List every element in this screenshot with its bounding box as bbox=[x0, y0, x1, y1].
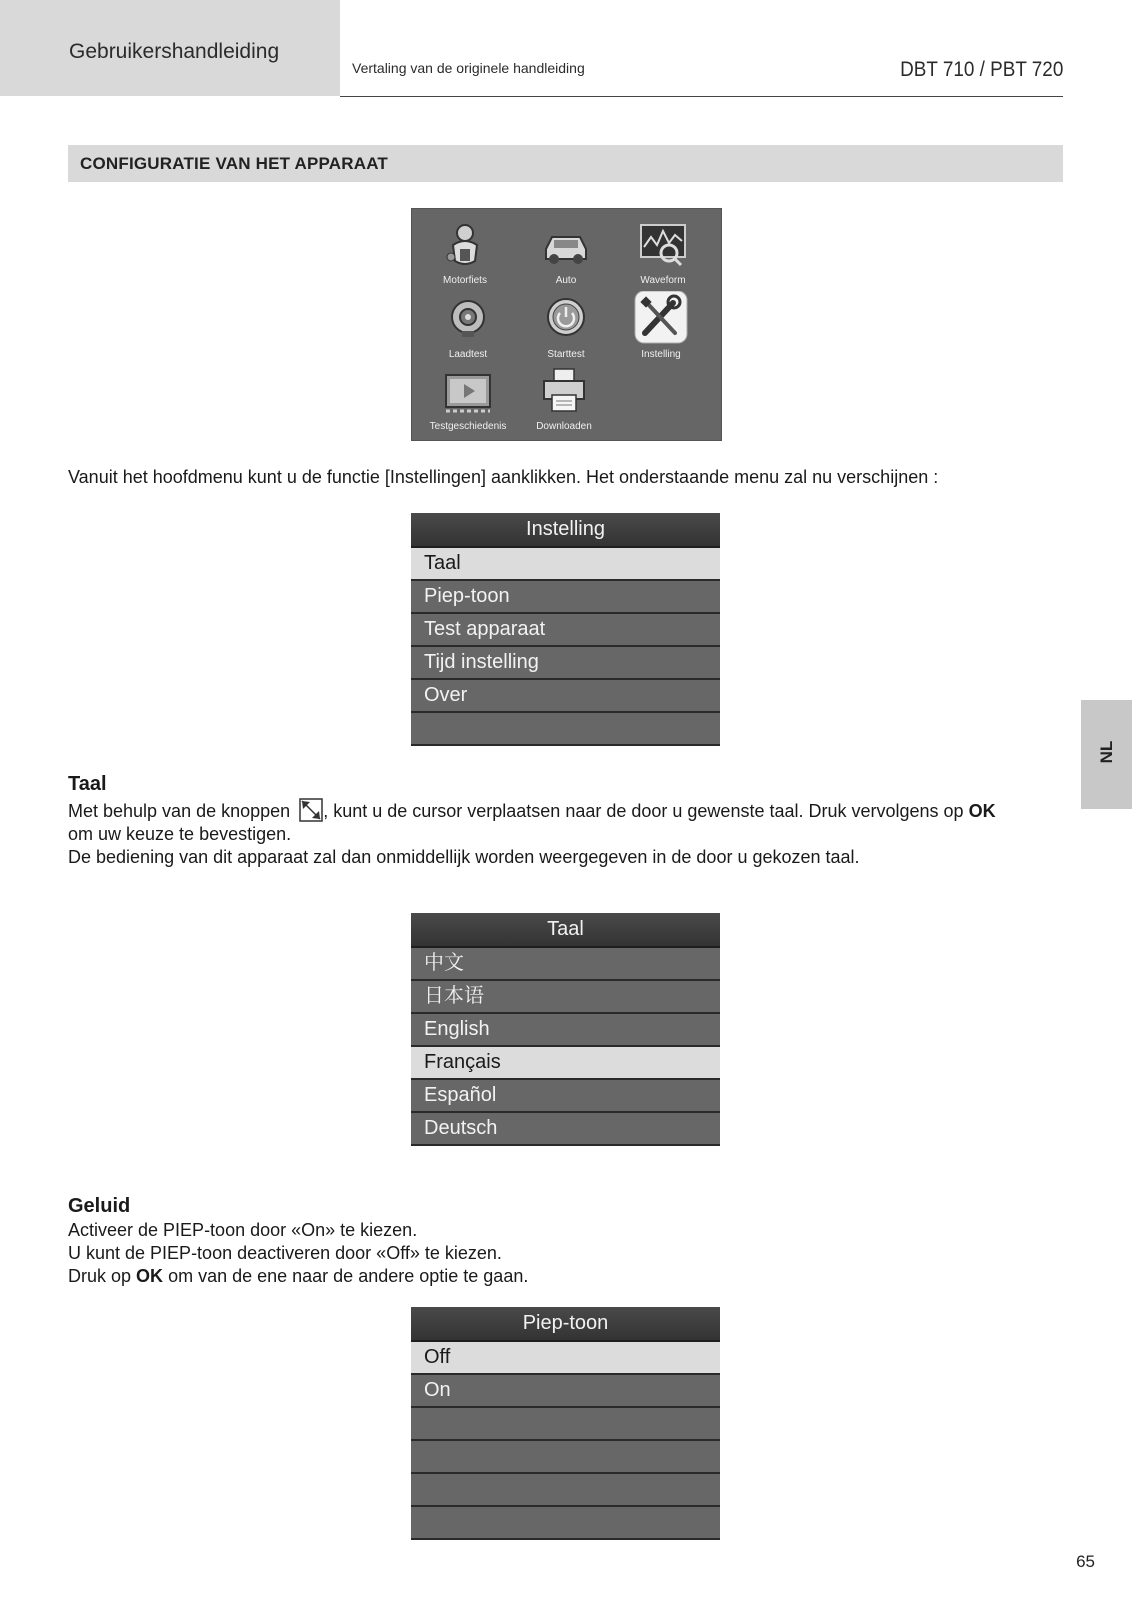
model-name: DBT 710 / PBT 720 bbox=[899, 58, 1063, 81]
film-icon bbox=[440, 365, 496, 419]
menu-label: Starttest bbox=[547, 349, 585, 360]
ok-label: OK bbox=[968, 801, 996, 821]
language-row-english[interactable]: English bbox=[411, 1014, 720, 1047]
menu-label: Downloaden bbox=[536, 421, 592, 432]
menu-item-testgeschiedenis[interactable] bbox=[418, 365, 518, 432]
taal-description bbox=[68, 798, 1063, 869]
intro-text: Vanuit het hoofdmenu kunt u de functie [Instellingen] aanklikken. Het onderstaande menu zal nu verschijnen : bbox=[68, 467, 939, 487]
motorcycle-icon bbox=[437, 217, 493, 273]
geluid-line-3-end: om van de ene naar de andere optie te gaan. bbox=[168, 1266, 529, 1286]
menu-label: Instelling bbox=[641, 349, 681, 360]
geluid-line-1: Activeer de PIEP-toon door «On» te kiezen. bbox=[68, 1220, 418, 1240]
piep-toon-menu bbox=[411, 1307, 720, 1540]
waveform-icon bbox=[635, 217, 691, 273]
taal-heading: Taal bbox=[68, 773, 107, 795]
menu-row-empty bbox=[411, 1408, 720, 1441]
menu-item-motorfiets[interactable] bbox=[415, 217, 515, 286]
taal-menu-title: Taal bbox=[411, 913, 720, 948]
manual-title: Gebruikershandleiding bbox=[69, 40, 280, 63]
menu-row-empty bbox=[411, 1474, 720, 1507]
menu-item-laadtest[interactable] bbox=[418, 291, 518, 360]
car-icon bbox=[538, 217, 594, 273]
menu-row-tijd-instelling[interactable]: Tijd instelling bbox=[411, 647, 720, 680]
menu-row-test-apparaat[interactable]: Test apparaat bbox=[411, 614, 720, 647]
menu-row-over[interactable]: Over bbox=[411, 680, 720, 713]
taal-line-3: De bediening van dit apparaat zal dan onmiddellijk worden weergegeven in de door u gekozen taal. bbox=[68, 847, 860, 867]
menu-item-waveform[interactable] bbox=[613, 217, 713, 286]
printer-icon bbox=[536, 365, 592, 419]
taal-menu bbox=[411, 913, 720, 1146]
page-number: 65 bbox=[1076, 1552, 1095, 1571]
tools-icon bbox=[633, 291, 689, 347]
menu-item-downloaden[interactable] bbox=[514, 365, 614, 432]
language-tab-label: NL bbox=[1097, 740, 1116, 764]
menu-row-empty bbox=[411, 713, 720, 746]
menu-label: Motorfiets bbox=[443, 275, 487, 286]
instelling-menu bbox=[411, 513, 720, 746]
taal-line-1-end: , kunt u de cursor verplaatsen naar de door u gewenste taal. Druk vervolgens op bbox=[323, 801, 964, 821]
geluid-line-3-start: Druk op bbox=[68, 1266, 132, 1286]
section-header bbox=[68, 145, 1063, 182]
option-row-on[interactable]: On bbox=[411, 1375, 720, 1408]
menu-item-instelling[interactable] bbox=[611, 291, 711, 360]
menu-row-empty bbox=[411, 1507, 720, 1540]
language-row-french[interactable]: Français bbox=[411, 1047, 720, 1080]
geluid-description bbox=[68, 1219, 528, 1288]
menu-label: Laadtest bbox=[448, 349, 488, 360]
menu-label: Waveform bbox=[640, 275, 686, 286]
menu-label: Testgeschiedenis bbox=[429, 421, 507, 432]
geluid-line-3 bbox=[68, 1265, 528, 1288]
power-icon bbox=[538, 291, 594, 347]
language-row-spanish[interactable]: Español bbox=[411, 1080, 720, 1113]
language-row-japanese[interactable]: 日本语 bbox=[411, 981, 720, 1014]
menu-label: Auto bbox=[555, 275, 577, 286]
geluid-line-2: U kunt de PIEP-toon deactiveren door «Off» te kiezen. bbox=[68, 1243, 502, 1263]
taal-line-1 bbox=[68, 798, 1063, 823]
option-row-off[interactable]: Off bbox=[411, 1342, 720, 1375]
menu-row-taal[interactable]: Taal bbox=[411, 548, 720, 581]
language-row-chinese[interactable]: 中文 bbox=[411, 948, 720, 981]
header-divider bbox=[340, 96, 1063, 97]
menu-item-auto[interactable] bbox=[516, 217, 616, 286]
alternator-icon bbox=[440, 291, 496, 347]
instelling-menu-title: Instelling bbox=[411, 513, 720, 548]
menu-item-starttest[interactable] bbox=[516, 291, 616, 360]
geluid-heading: Geluid bbox=[68, 1195, 131, 1217]
ok-label: OK bbox=[136, 1266, 164, 1286]
main-menu-screen bbox=[411, 208, 722, 441]
manual-subtitle: Vertaling van de originele handleiding bbox=[352, 60, 585, 76]
section-title: CONFIGURATIE VAN HET APPARAAT bbox=[80, 154, 389, 173]
arrow-buttons-icon bbox=[299, 798, 323, 822]
menu-row-empty bbox=[411, 1441, 720, 1474]
language-row-german[interactable]: Deutsch bbox=[411, 1113, 720, 1146]
piep-toon-menu-title: Piep-toon bbox=[411, 1307, 720, 1342]
taal-line-1-start: Met behulp van de knoppen bbox=[68, 801, 291, 821]
language-side-tab bbox=[1081, 700, 1132, 809]
taal-line-2: om uw keuze te bevestigen. bbox=[68, 824, 292, 844]
menu-row-piep-toon[interactable]: Piep-toon bbox=[411, 581, 720, 614]
